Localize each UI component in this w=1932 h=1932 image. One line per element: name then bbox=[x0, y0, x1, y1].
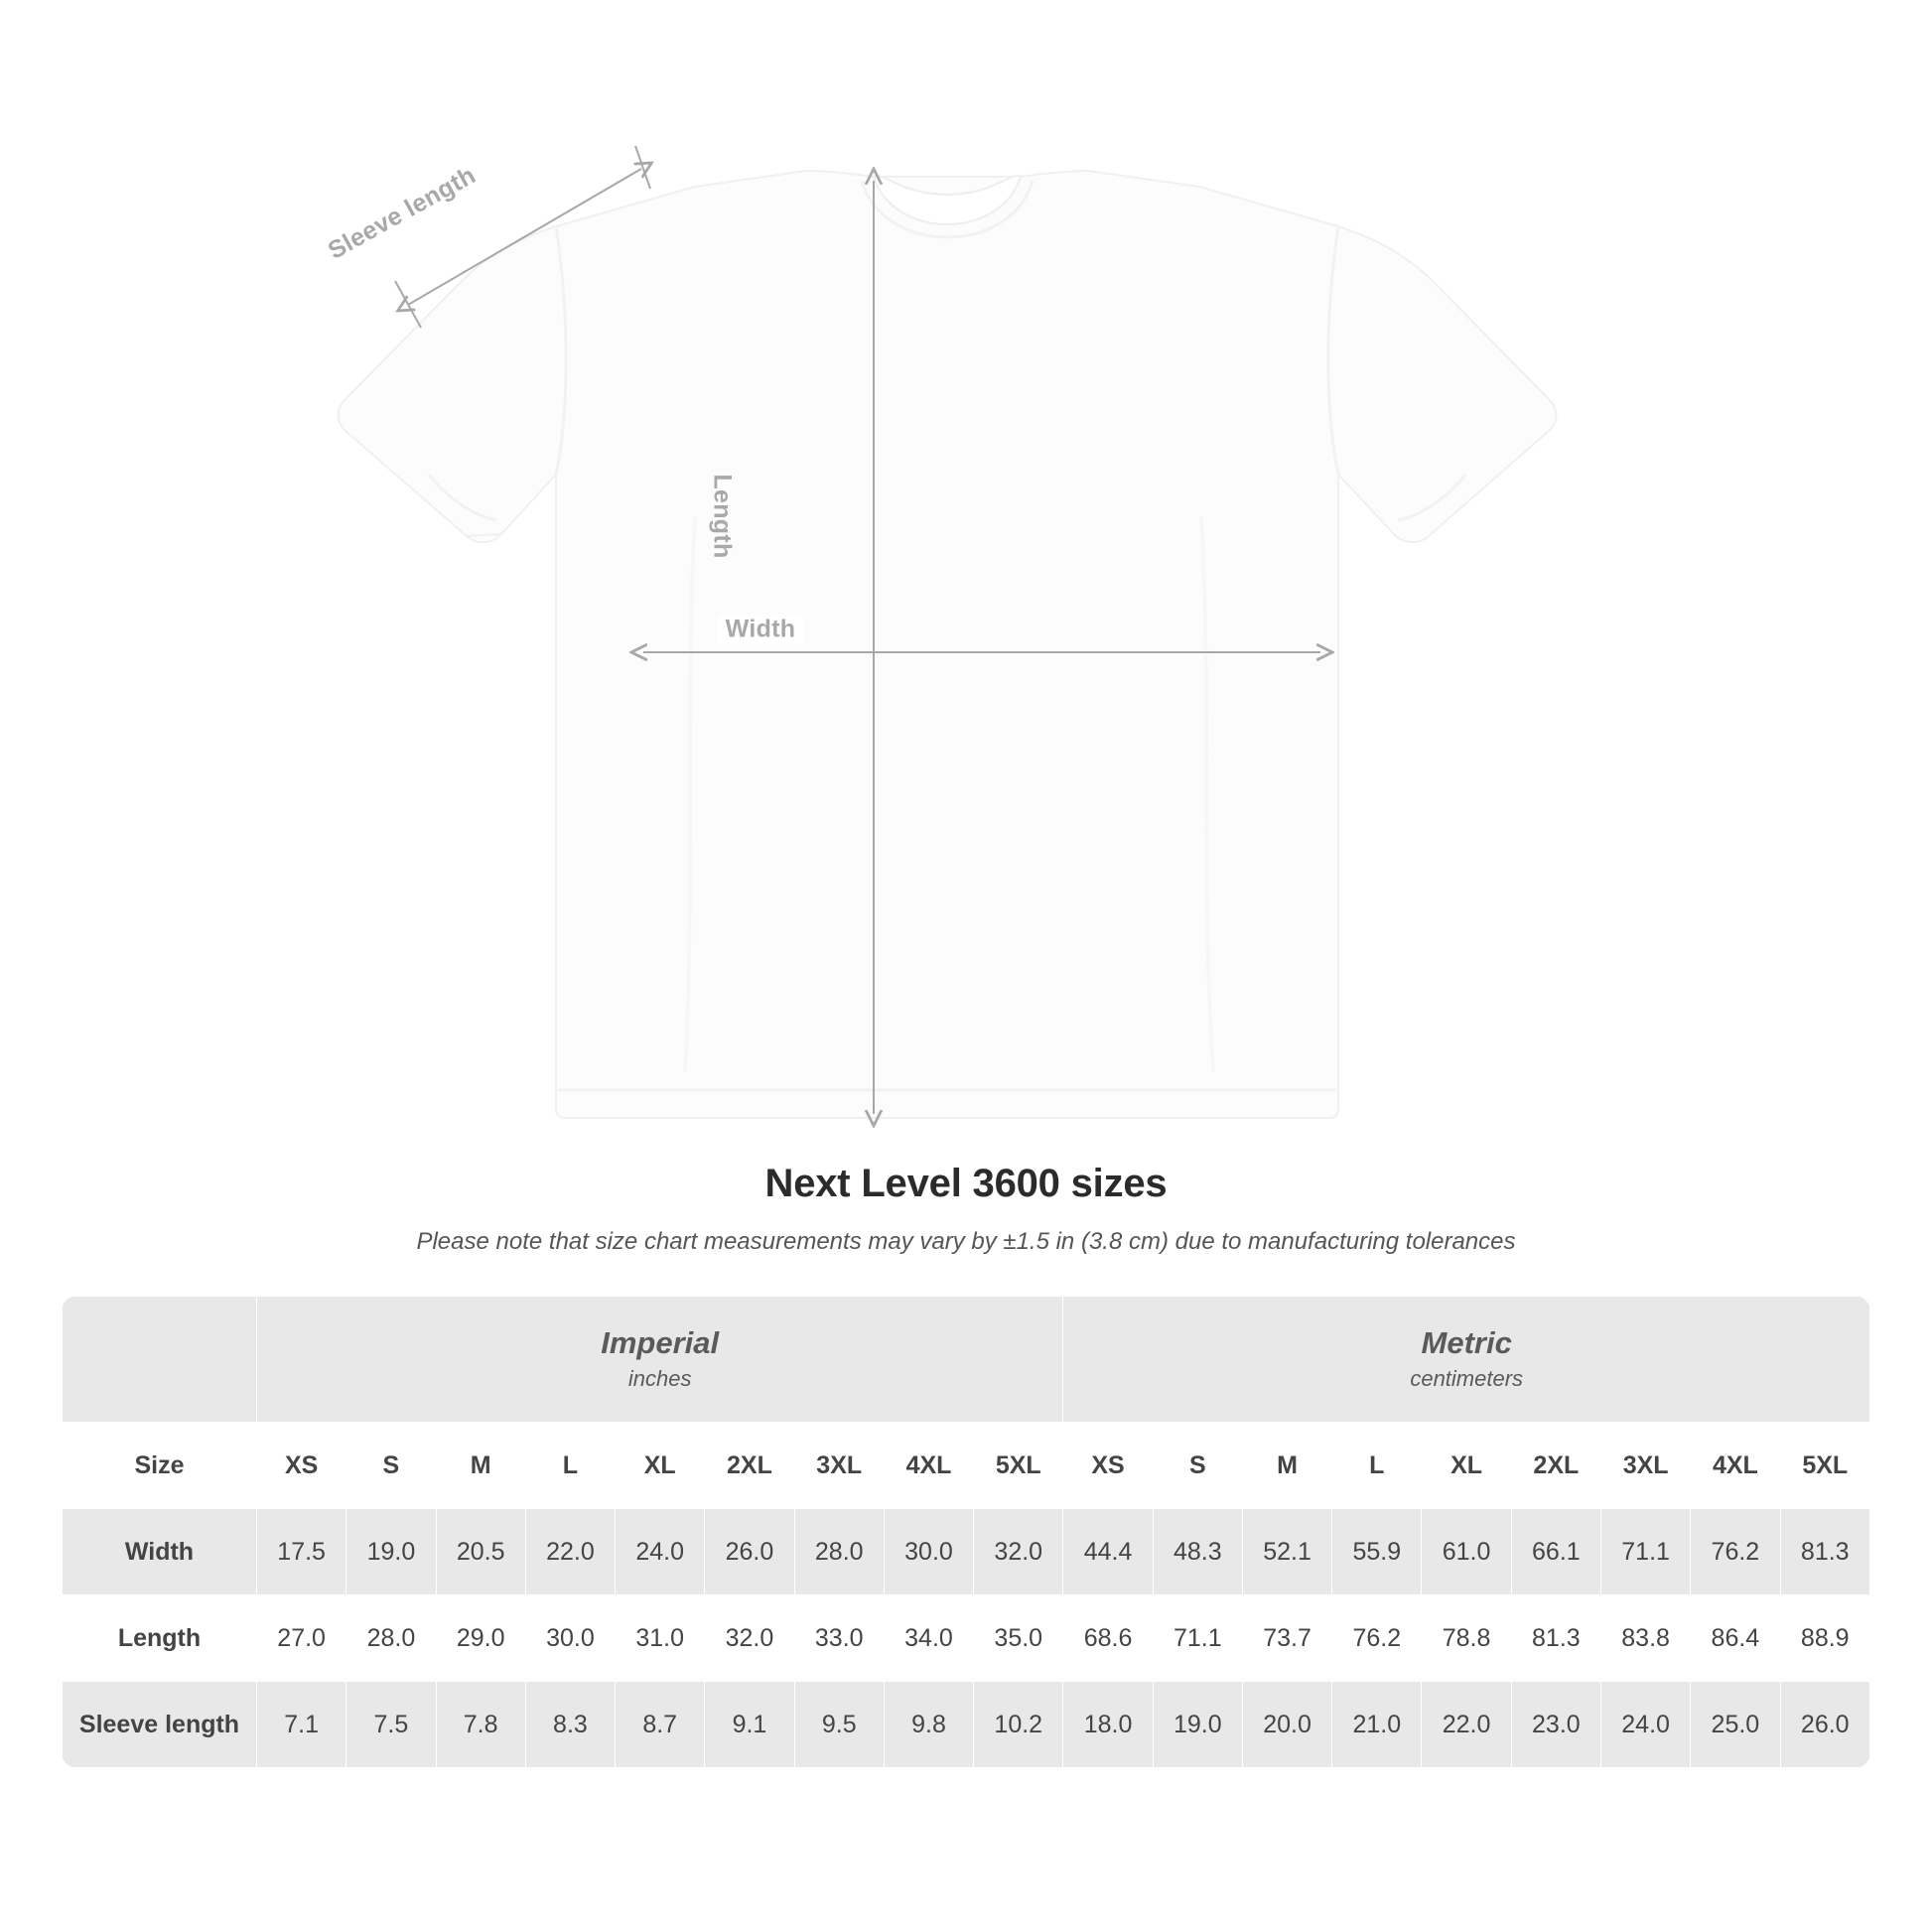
cell-width-metric-3xl: 71.1 bbox=[1600, 1509, 1690, 1595]
cell-width-metric-s: 48.3 bbox=[1153, 1509, 1242, 1595]
cell-length-metric-4xl: 86.4 bbox=[1691, 1595, 1780, 1682]
unit-name-imperial: Imperial bbox=[601, 1324, 720, 1360]
cell-sleeve-imperial-s: 7.5 bbox=[346, 1682, 436, 1768]
cell-width-metric-l: 55.9 bbox=[1332, 1509, 1422, 1595]
cell-sleeve-metric-5xl: 26.0 bbox=[1780, 1682, 1869, 1768]
cell-sleeve-metric-l: 21.0 bbox=[1332, 1682, 1422, 1768]
cell-length-metric-2xl: 81.3 bbox=[1511, 1595, 1600, 1682]
cell-width-metric-2xl: 66.1 bbox=[1511, 1509, 1600, 1595]
cell-sleeve-imperial-3xl: 9.5 bbox=[794, 1682, 884, 1768]
cell-length-imperial-3xl: 33.0 bbox=[794, 1595, 884, 1682]
cell-sleeve-metric-s: 19.0 bbox=[1153, 1682, 1242, 1768]
table-row bbox=[63, 1509, 1870, 1595]
cell-sleeve-metric-xs: 18.0 bbox=[1063, 1682, 1153, 1768]
cell-width-imperial-xl: 24.0 bbox=[616, 1509, 705, 1595]
table-row bbox=[63, 1682, 1870, 1768]
size-header-metric-s: S bbox=[1153, 1423, 1242, 1509]
cell-length-imperial-s: 28.0 bbox=[346, 1595, 436, 1682]
cell-width-metric-xl: 61.0 bbox=[1422, 1509, 1511, 1595]
cell-sleeve-imperial-5xl: 10.2 bbox=[974, 1682, 1063, 1768]
cell-width-metric-xs: 44.4 bbox=[1063, 1509, 1153, 1595]
unit-header-imperial bbox=[257, 1297, 1063, 1423]
size-header-row bbox=[63, 1423, 1870, 1509]
cell-width-imperial-m: 20.5 bbox=[436, 1509, 525, 1595]
size-header-imperial-5xl: 5XL bbox=[974, 1423, 1063, 1509]
cell-sleeve-imperial-xs: 7.1 bbox=[257, 1682, 346, 1768]
size-header-imperial-s: S bbox=[346, 1423, 436, 1509]
cell-length-imperial-5xl: 35.0 bbox=[974, 1595, 1063, 1682]
cell-width-imperial-xs: 17.5 bbox=[257, 1509, 346, 1595]
cell-length-imperial-l: 30.0 bbox=[525, 1595, 615, 1682]
tolerance-note: Please note that size chart measurements may vary by ±1.5 in (3.8 cm) due to manufacturing tolerances bbox=[416, 1228, 1516, 1255]
cell-width-imperial-4xl: 30.0 bbox=[884, 1509, 973, 1595]
size-header-metric-xs: XS bbox=[1063, 1423, 1153, 1509]
size-header-metric-m: M bbox=[1242, 1423, 1331, 1509]
size-header-imperial-2xl: 2XL bbox=[705, 1423, 794, 1509]
cell-sleeve-imperial-l: 8.3 bbox=[525, 1682, 615, 1768]
cell-width-metric-5xl: 81.3 bbox=[1780, 1509, 1869, 1595]
size-table-container bbox=[62, 1296, 1870, 1768]
cell-width-imperial-s: 19.0 bbox=[346, 1509, 436, 1595]
cell-length-metric-xs: 68.6 bbox=[1063, 1595, 1153, 1682]
sleeve-length-dimension-label: Sleeve length bbox=[323, 161, 481, 265]
unit-header-metric bbox=[1063, 1297, 1870, 1423]
size-row-label: Size bbox=[63, 1423, 257, 1509]
width-dimension-label: Width bbox=[718, 616, 804, 644]
cell-sleeve-imperial-4xl: 9.8 bbox=[884, 1682, 973, 1768]
unit-header-row bbox=[63, 1297, 1870, 1423]
cell-sleeve-imperial-m: 7.8 bbox=[436, 1682, 525, 1768]
cell-length-metric-l: 76.2 bbox=[1332, 1595, 1422, 1682]
page-title: Next Level 3600 sizes bbox=[764, 1162, 1168, 1205]
size-header-imperial-xs: XS bbox=[257, 1423, 346, 1509]
cell-sleeve-metric-xl: 22.0 bbox=[1422, 1682, 1511, 1768]
size-header-metric-3xl: 3XL bbox=[1600, 1423, 1690, 1509]
cell-sleeve-metric-4xl: 25.0 bbox=[1691, 1682, 1780, 1768]
cell-width-imperial-5xl: 32.0 bbox=[974, 1509, 1063, 1595]
cell-sleeve-metric-3xl: 24.0 bbox=[1600, 1682, 1690, 1768]
table-row bbox=[63, 1595, 1870, 1682]
cell-length-imperial-m: 29.0 bbox=[436, 1595, 525, 1682]
cell-length-metric-m: 73.7 bbox=[1242, 1595, 1331, 1682]
size-header-metric-5xl: 5XL bbox=[1780, 1423, 1869, 1509]
length-dimension-label: Length bbox=[708, 474, 737, 559]
cell-length-imperial-4xl: 34.0 bbox=[884, 1595, 973, 1682]
size-header-metric-4xl: 4XL bbox=[1691, 1423, 1780, 1509]
size-header-metric-2xl: 2XL bbox=[1511, 1423, 1600, 1509]
size-table bbox=[62, 1296, 1870, 1768]
size-header-imperial-xl: XL bbox=[616, 1423, 705, 1509]
cell-sleeve-imperial-2xl: 9.1 bbox=[705, 1682, 794, 1768]
cell-length-metric-5xl: 88.9 bbox=[1780, 1595, 1869, 1682]
size-header-imperial-l: L bbox=[525, 1423, 615, 1509]
size-header-imperial-4xl: 4XL bbox=[884, 1423, 973, 1509]
cell-length-metric-3xl: 83.8 bbox=[1600, 1595, 1690, 1682]
size-header-imperial-m: M bbox=[436, 1423, 525, 1509]
cell-length-imperial-xl: 31.0 bbox=[616, 1595, 705, 1682]
row-label-width: Width bbox=[63, 1509, 257, 1595]
cell-sleeve-imperial-xl: 8.7 bbox=[616, 1682, 705, 1768]
unit-sub-imperial: inches bbox=[627, 1366, 692, 1392]
cell-width-imperial-3xl: 28.0 bbox=[794, 1509, 884, 1595]
cell-width-metric-m: 52.1 bbox=[1242, 1509, 1331, 1595]
row-label-length: Length bbox=[63, 1595, 257, 1682]
chart-heading bbox=[0, 1162, 1932, 1256]
cell-width-imperial-2xl: 26.0 bbox=[705, 1509, 794, 1595]
cell-sleeve-metric-m: 20.0 bbox=[1242, 1682, 1331, 1768]
cell-length-imperial-2xl: 32.0 bbox=[705, 1595, 794, 1682]
cell-length-metric-s: 71.1 bbox=[1153, 1595, 1242, 1682]
size-header-metric-xl: XL bbox=[1422, 1423, 1511, 1509]
unit-name-metric: Metric bbox=[1421, 1324, 1512, 1360]
cell-width-imperial-l: 22.0 bbox=[525, 1509, 615, 1595]
size-header-imperial-3xl: 3XL bbox=[794, 1423, 884, 1509]
cell-sleeve-metric-2xl: 23.0 bbox=[1511, 1682, 1600, 1768]
size-header-metric-l: L bbox=[1332, 1423, 1422, 1509]
cell-length-imperial-xs: 27.0 bbox=[257, 1595, 346, 1682]
cell-length-metric-xl: 78.8 bbox=[1422, 1595, 1511, 1682]
cell-width-metric-4xl: 76.2 bbox=[1691, 1509, 1780, 1595]
row-label-sleeve-length: Sleeve length bbox=[63, 1682, 257, 1768]
unit-sub-metric: centimeters bbox=[1410, 1366, 1524, 1392]
table-corner-cell bbox=[63, 1297, 257, 1423]
